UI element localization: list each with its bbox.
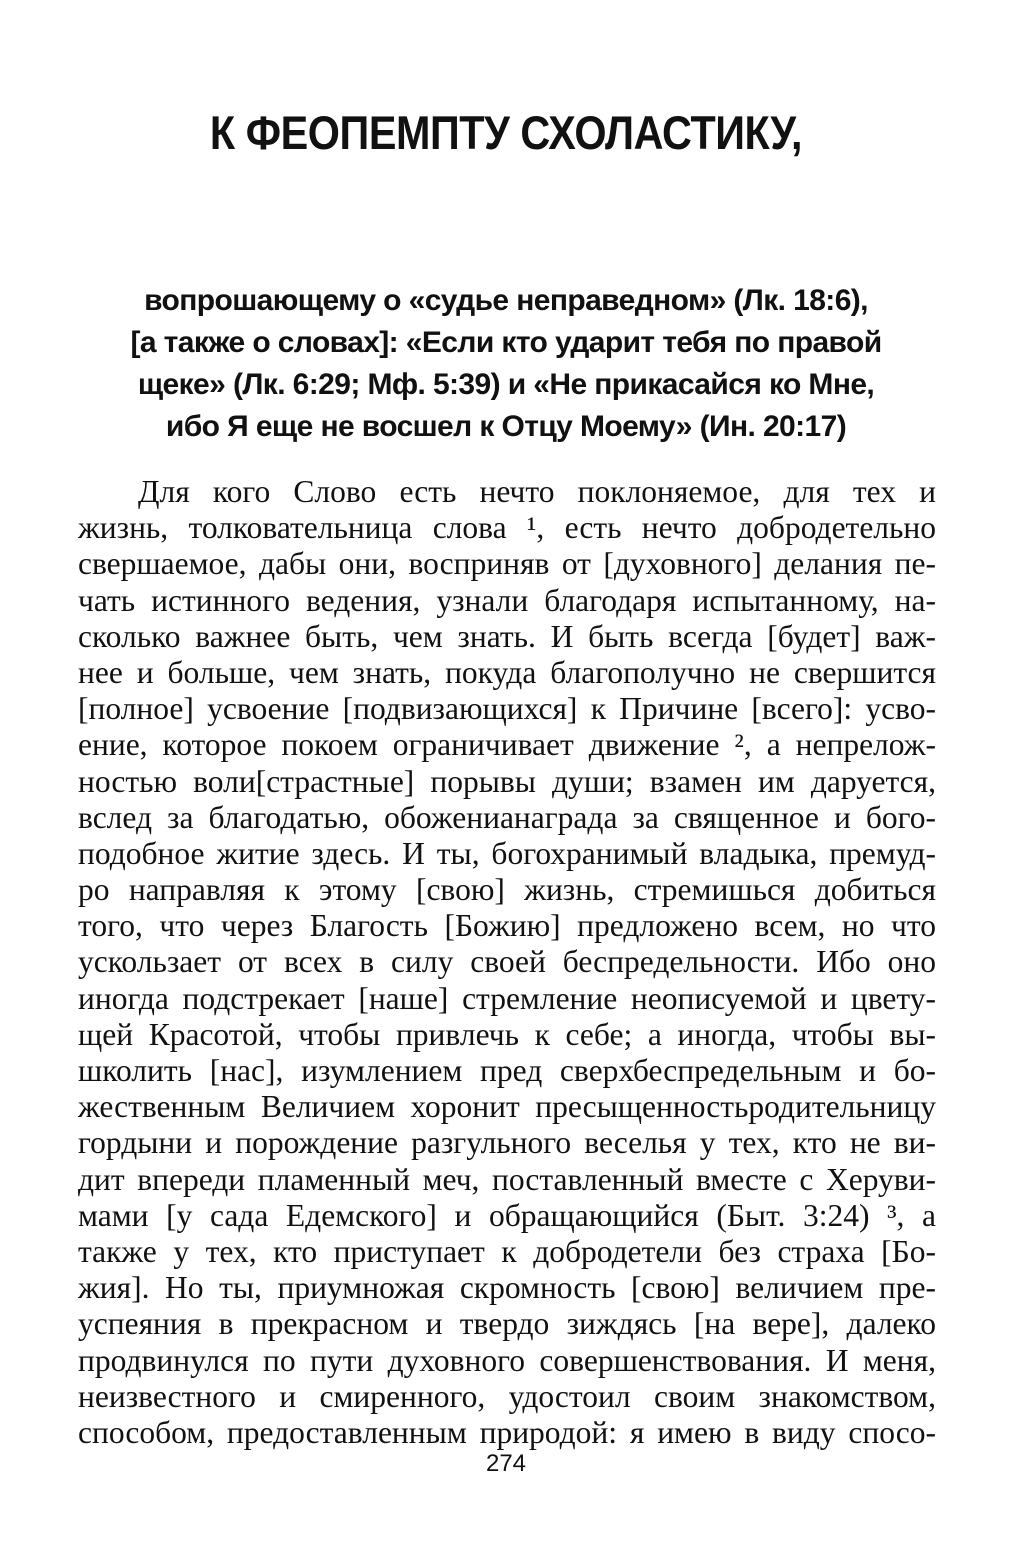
body-line: щей Красотой, чтобы привлечь к себе; а иногда, чтобы вы-: [78, 1016, 936, 1052]
body-line: того, что через Благость [Божию] предложено всем, но что: [78, 908, 936, 944]
body-paragraph: [78, 474, 936, 1451]
body-line: ение, которое покоем ограничивает движение ², а непрелож-: [78, 727, 936, 763]
body-line: ускользает от всех в силу своей беспредельности. Ибо оно: [78, 944, 936, 980]
body-line: [полное] усвоение [подвизающихся] к Причине [всего]: усво-: [78, 691, 936, 727]
body-line: Для кого Слово есть нечто поклоняемое, для тех и: [138, 474, 936, 509]
body-line: сколько важнее быть, чем знать. И быть всегда [будет] важ-: [78, 618, 936, 654]
subtitle-line: ибо Я еще не восшел к Отцу Моему» (Ин. 20:17): [165, 410, 847, 443]
body-line: вслед за благодатью, обоженианаграда за священное и бого-: [78, 799, 936, 835]
body-line: школить [нас], изумлением пред сверхбеспредельным и бо-: [78, 1053, 936, 1088]
body-line: мами [у сада Едемского] и обращающийся (Быт. 3:24) ³, а: [78, 1197, 936, 1233]
body-line: неизвестного и смиренного, удостоил своим знакомством,: [78, 1378, 936, 1414]
body-line: иногда подстрекает [наше] стремление неописуемой и цвету-: [78, 980, 936, 1016]
subtitle-line: щеке» (Лк. 6:29; Мф. 5:39) и «Не прикасайся ко Мне,: [137, 368, 875, 401]
body-line: чать истинного ведения, узнали благодаря испытанному, на-: [78, 582, 936, 618]
body-line: гордыни и порождение разгульного веселья у тех, кто не ви-: [78, 1125, 936, 1161]
body-line: ностью воли[страстные] порывы души; взамен им даруется,: [78, 763, 936, 799]
page-number: 274: [485, 1450, 527, 1477]
body-line: нее и больше, чем знать, покуда благополучно не свершится: [78, 654, 936, 690]
body-line: свершаемое, дабы они, восприняв от [духовного] делания пе-: [78, 546, 936, 582]
body-line: жизнь, толковательница слова ¹, есть нечто добродетельно: [78, 510, 936, 546]
page-title: К ФЕОПЕМПТУ СХОЛАСТИКУ,: [209, 106, 803, 159]
body-line: успеяния в прекрасном и твердо зиждясь [на вере], далеко: [78, 1306, 936, 1342]
body-line: продвинулся по пути духовного совершенствования. И меня,: [78, 1342, 936, 1378]
body-line: ро направляя к этому [свою] жизнь, стремишься добиться: [78, 872, 936, 908]
subtitle-line: вопрошающему о «судье неправедном» (Лк. 18:6),: [144, 284, 868, 317]
body-line: также у тех, кто приступает к добродетели без страха [Бо-: [78, 1233, 936, 1269]
body-line: подобное житие здесь. И ты, богохранимый владыка, премуд-: [78, 835, 936, 871]
subtitle: [110, 280, 902, 448]
body-line: жественным Величием хоронит пресыщенностьродительницу: [78, 1089, 936, 1125]
body-line: жия]. Но ты, приумножая скромность [свою] величием пре-: [78, 1270, 936, 1306]
body-line: способом, предоставленным природой: я имею в виду спосо-: [78, 1414, 936, 1450]
subtitle-line: [а также о словах]: «Если кто ударит тебя по правой: [130, 326, 882, 359]
body-line: дит впереди пламенный меч, поставленный вместе с Херуви-: [78, 1161, 936, 1197]
